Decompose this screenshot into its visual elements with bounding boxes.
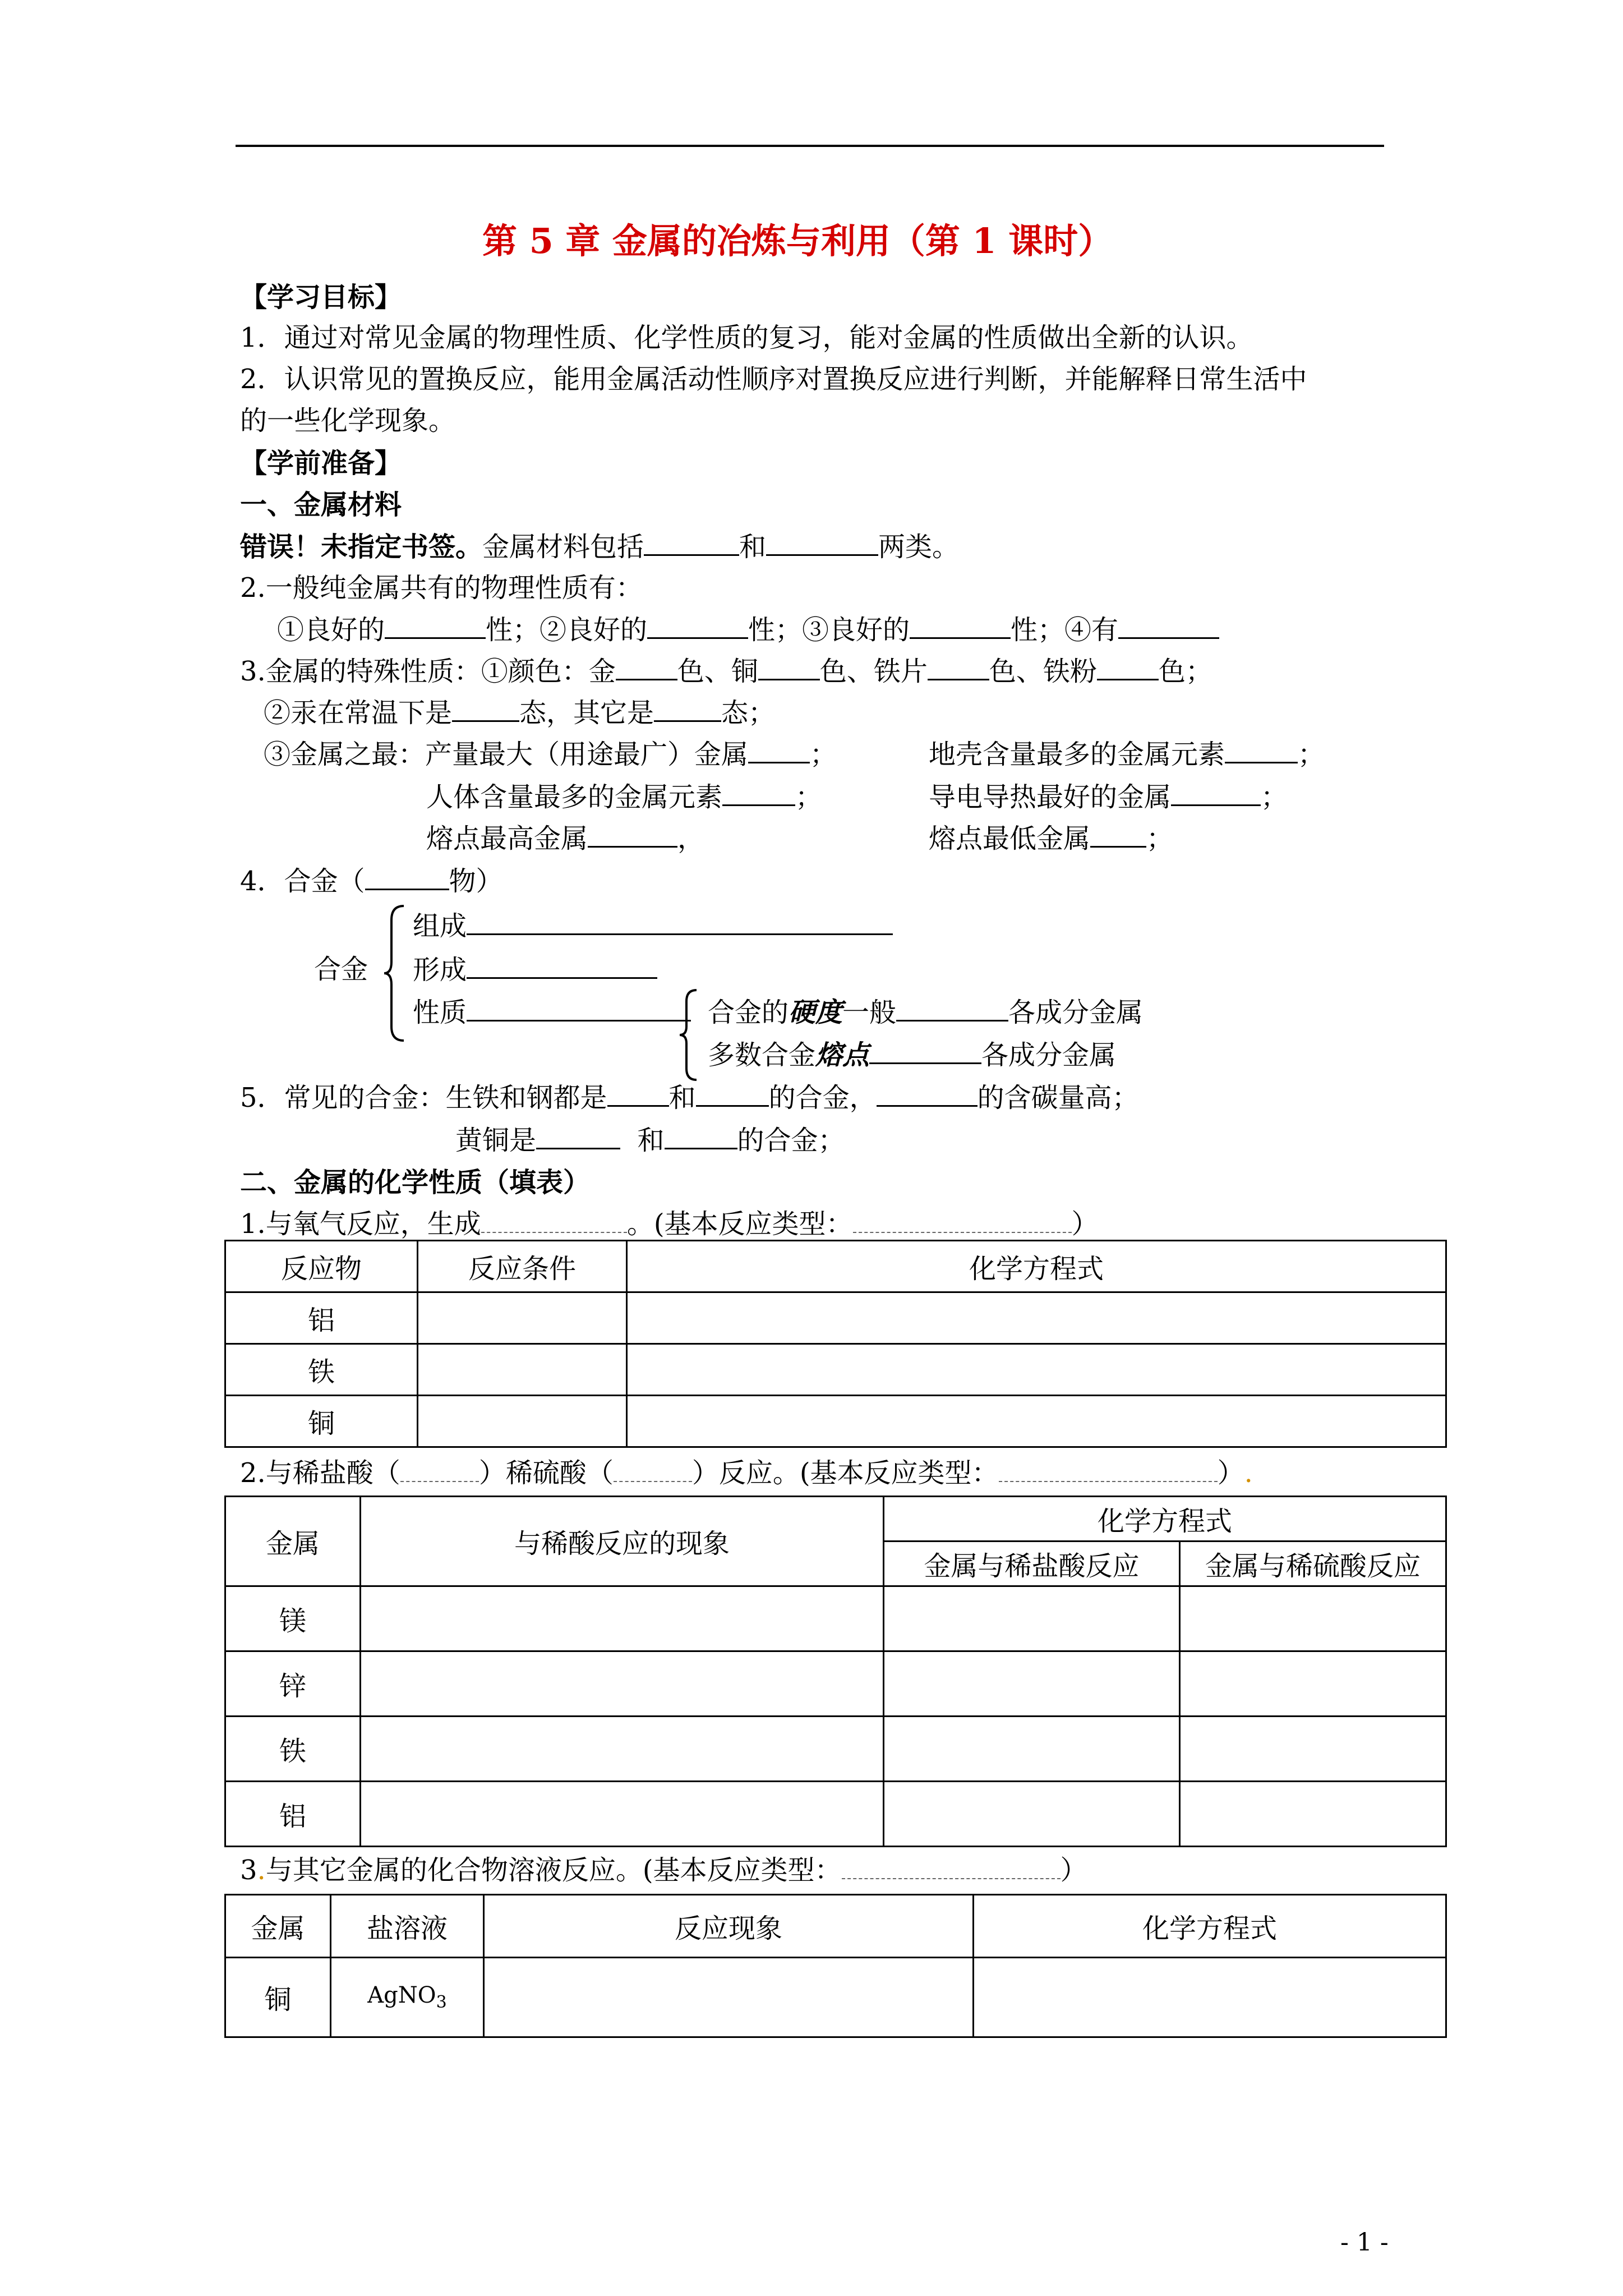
table-cell: 铝 [225,1782,361,1847]
answer-cell[interactable] [1180,1782,1446,1847]
answer-cell[interactable] [1180,1586,1446,1651]
answer-blank[interactable] [644,530,739,556]
reaction-1-line: 1.与氧气反应，生成 。(基本反应类型： ） [240,1208,1099,1240]
answer-cell[interactable] [884,1651,1180,1717]
objective-2b: 的一些化学现象。 [240,405,456,436]
reaction-3-line: 3.与其它金属的化合物溶液反应。(基本反应类型： ） [240,1855,1087,1886]
table-cell: 镁 [225,1586,361,1651]
page-number: - 1 - [1340,2228,1389,2257]
error-bookmark: 错误！未指定书签。 [240,531,483,563]
answer-cell[interactable] [1180,1717,1446,1782]
answer-blank[interactable] [853,1209,1072,1233]
answer-cell[interactable] [361,1651,884,1717]
answer-blank[interactable] [748,737,810,763]
question-3-superlative-a: ③金属之最：产量最大（用途最广）金属 ； [264,737,837,771]
answer-blank[interactable] [654,696,721,722]
question-1: 错误！未指定书签。金属材料包括 和 两类。 [240,530,959,564]
table-header: 反应条件 [418,1241,627,1292]
section-1-heading: 一、金属材料 [240,489,402,521]
salt-solution-table [224,1894,1447,2038]
table-row [225,1958,1446,2037]
answer-cell[interactable] [361,1782,884,1847]
objective-2a: 2．认识常见的置换反应，能用金属活动性顺序对置换反应进行判断，并能解释日常生活中 [240,364,1307,395]
alloy-properties: 性质 [413,995,691,1029]
question-3-superlative-d: 导电导热最好的金属 ； [929,780,1288,814]
table-row [225,1782,1446,1847]
answer-blank[interactable] [588,821,677,848]
table-row [225,1292,1446,1344]
alloy-formation: 形成 [413,953,657,987]
answer-cell[interactable] [361,1717,884,1782]
alloy-hardness: 合金的硬度一般 各成分金属 [708,995,1143,1029]
table-cell: 铁 [225,1717,361,1782]
alloy-composition: 组成 [413,909,893,943]
answer-blank[interactable] [766,530,878,556]
answer-blank[interactable] [758,654,820,680]
question-5: 5．常见的合金：生铁和钢都是 和 的合金， 的含碳量高； [240,1080,1139,1115]
table-row [225,1586,1446,1651]
alloy-label: 合金 [314,954,368,985]
answer-blank[interactable] [467,953,657,979]
table-header: 盐溶液 [331,1895,484,1958]
answer-blank[interactable] [722,780,795,806]
answer-cell[interactable] [627,1344,1446,1396]
answer-blank[interactable] [877,1080,978,1107]
answer-blank[interactable] [385,613,486,639]
question-3-superlative-e: 熔点最高金属 ， [426,821,704,855]
question-3-superlative-b: 地壳含量最多的金属元素 ； [929,737,1325,771]
question-2: 2.一般纯金属共有的物理性质有： [240,572,643,604]
objective-1: 1．通过对常见金属的物理性质、化学性质的复习，能对金属的性质做出全新的认识。 [240,322,1253,353]
answer-blank[interactable] [999,1458,1218,1482]
question-3-superlative-f: 熔点最低金属 ； [929,821,1173,855]
answer-blank[interactable] [1118,613,1219,639]
answer-cell[interactable] [484,1958,974,2037]
answer-blank[interactable] [481,1209,627,1233]
table-header: 金属与稀盐酸反应 [884,1542,1180,1586]
table-header: 反应物 [225,1241,418,1292]
answer-cell[interactable] [361,1586,884,1651]
question-2-items: ①良好的 性；②良好的 性；③良好的 性；④有 [277,613,1219,647]
answer-blank[interactable] [614,1458,692,1482]
answer-blank[interactable] [1171,780,1261,806]
answer-blank[interactable] [665,1123,737,1149]
table-cell: 铜 [225,1958,331,2037]
answer-blank[interactable] [616,654,677,680]
question-3-superlative-c: 人体含量最多的金属元素 ； [426,780,822,814]
table-cell: 铜 [225,1396,418,1447]
oxygen-reaction-table [224,1240,1447,1448]
answer-cell[interactable] [884,1586,1180,1651]
answer-blank[interactable] [1090,821,1146,848]
answer-blank[interactable] [1097,654,1159,680]
header-rule [236,145,1384,147]
answer-blank[interactable] [400,1458,479,1482]
reaction-2-line: 2.与稀盐酸（ ）稀硫酸（ ）反应。(基本反应类型： ）. [240,1457,1253,1489]
answer-blank[interactable] [696,1080,769,1107]
table-header: 化学方程式 [974,1895,1446,1958]
table-header: 金属与稀硫酸反应 [1180,1542,1446,1586]
table-row [225,1717,1446,1782]
alloy-melting-point: 多数合金熔点 各成分金属 [708,1038,1116,1072]
answer-blank[interactable] [467,995,691,1022]
answer-blank[interactable] [365,864,449,890]
answer-blank[interactable] [869,1038,981,1064]
answer-blank[interactable] [896,995,1008,1022]
answer-cell[interactable] [884,1717,1180,1782]
answer-cell[interactable] [1180,1651,1446,1717]
question-3-state: ②汞在常温下是 态，其它是 态； [264,696,775,730]
answer-blank[interactable] [452,696,519,722]
question-3-colors: 3.金属的特殊性质：①颜色：金 色、铜 色、铁片 色、铁粉 色； [240,654,1212,688]
answer-blank[interactable] [467,909,893,935]
table-row [225,1396,1446,1447]
table-row [225,1344,1446,1396]
table-row [225,1651,1446,1717]
answer-blank[interactable] [607,1080,669,1107]
question-5-brass: 黄铜是 和 的合金； [455,1123,845,1157]
table-header: 化学方程式 [627,1241,1446,1292]
answer-blank[interactable] [928,654,989,680]
answer-blank[interactable] [647,613,748,639]
answer-cell[interactable] [627,1396,1446,1447]
table-cell: 铝 [225,1292,418,1344]
section-2-heading: 二、金属的化学性质（填表） [240,1167,591,1198]
answer-blank[interactable] [910,613,1011,639]
answer-blank[interactable] [536,1123,620,1149]
question-4: 4．合金（ 物） [240,864,503,898]
answer-cell[interactable] [627,1292,1446,1344]
table-cell: 铁 [225,1344,418,1396]
answer-cell[interactable] [418,1292,627,1344]
prep-heading: 【学前准备】 [240,448,402,479]
alloy-brace [381,903,409,1043]
table-cell: AgNO$_3$ [331,1958,484,2037]
table-header: 与稀酸反应的现象 [361,1497,884,1586]
answer-blank[interactable] [1225,737,1298,763]
answer-cell[interactable] [418,1344,627,1396]
acid-reaction-table [224,1496,1447,1847]
table-cell: 锌 [225,1651,361,1717]
answer-cell[interactable] [974,1958,1446,2037]
table-header: 金属 [225,1895,331,1958]
answer-blank[interactable] [842,1856,1061,1879]
objectives-heading: 【学习目标】 [240,282,402,313]
answer-cell[interactable] [418,1396,627,1447]
properties-brace [677,987,700,1083]
answer-cell[interactable] [884,1782,1180,1847]
page-title: 第 5 章 金属的冶炼与利用（第 1 课时） [482,220,1113,261]
table-header: 反应现象 [484,1895,974,1958]
table-header: 金属 [225,1497,361,1586]
table-header: 化学方程式 [884,1497,1446,1542]
